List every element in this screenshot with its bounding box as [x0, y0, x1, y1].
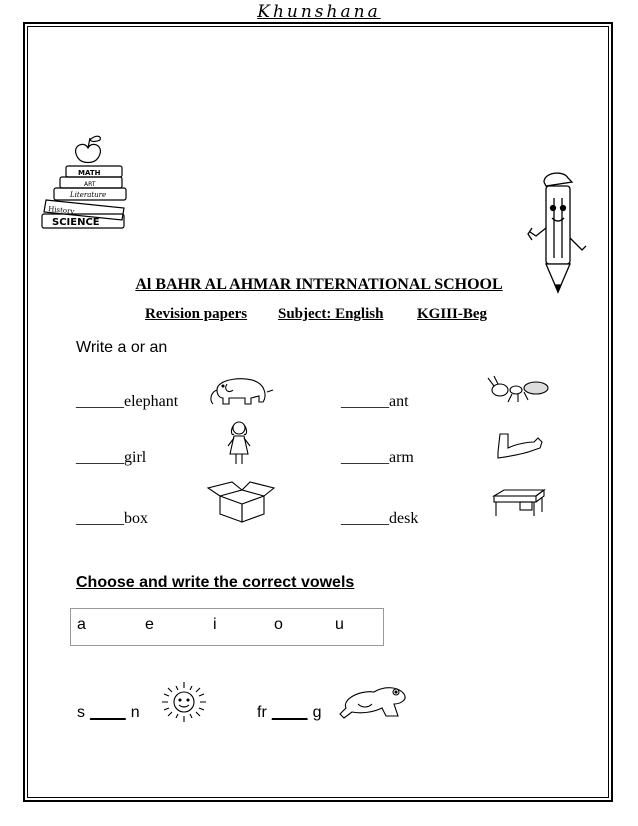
header-name: Khunshana	[257, 2, 381, 22]
word-end: n	[130, 704, 140, 721]
answer-blank: ______	[76, 510, 124, 527]
book-math-label: MATH	[78, 169, 101, 177]
grade-label: KGIII-Beg	[417, 306, 488, 322]
vowel-blank: ____	[90, 704, 126, 721]
word-start: fr	[257, 704, 267, 721]
vowel-word-sun	[77, 702, 140, 722]
vowel-word-frog	[257, 702, 321, 722]
subject-label: Subject: English	[278, 306, 384, 322]
box-icon	[206, 478, 276, 524]
exercise-word: ant	[389, 393, 409, 410]
vowel-e: e	[145, 616, 154, 633]
exercise-word: elephant	[124, 393, 179, 410]
word-end: g	[312, 704, 322, 721]
answer-blank: ______	[341, 449, 389, 466]
section1-instruction: Write a or an	[76, 339, 168, 356]
answer-blank: ______	[341, 510, 389, 527]
word-start: s	[77, 704, 85, 721]
sun-icon	[154, 680, 214, 724]
exercise-item-desk	[341, 508, 418, 528]
answer-blank: ______	[341, 393, 389, 410]
elephant-icon	[203, 370, 277, 408]
vowel-a: a	[77, 616, 86, 633]
desk-icon	[490, 486, 548, 520]
arm-icon	[494, 428, 544, 462]
exercise-word: arm	[389, 449, 414, 466]
answer-blank: ______	[76, 449, 124, 466]
girl-icon	[224, 420, 254, 466]
book-art-label: ART	[84, 181, 96, 188]
vowel-u: u	[335, 616, 344, 633]
exercise-item-arm	[341, 447, 414, 467]
exercise-word: desk	[389, 510, 419, 527]
revision-label: Revision papers	[145, 306, 248, 322]
ant-icon	[486, 372, 554, 406]
book-science-label: SCIENCE	[52, 217, 100, 228]
school-name: Al BAHR AL AHMAR INTERNATIONAL SCHOOL	[135, 276, 503, 293]
answer-blank: ______	[76, 393, 124, 410]
exercise-word: box	[124, 510, 148, 527]
frog-icon	[338, 682, 410, 722]
exercise-item-ant	[341, 391, 409, 411]
exercise-item-elephant	[76, 391, 178, 411]
vowel-o: o	[274, 616, 283, 633]
vowel-i: i	[213, 616, 217, 633]
exercise-item-box	[76, 508, 148, 528]
exercise-word: girl	[124, 449, 147, 466]
book-history-label: History	[47, 205, 75, 216]
book-literature-label: Literature	[70, 191, 107, 199]
books-apple-icon	[40, 128, 140, 238]
section2-heading: Choose and write the correct vowels	[76, 574, 355, 591]
vowel-blank: ____	[271, 704, 308, 721]
exercise-item-girl	[76, 447, 146, 467]
